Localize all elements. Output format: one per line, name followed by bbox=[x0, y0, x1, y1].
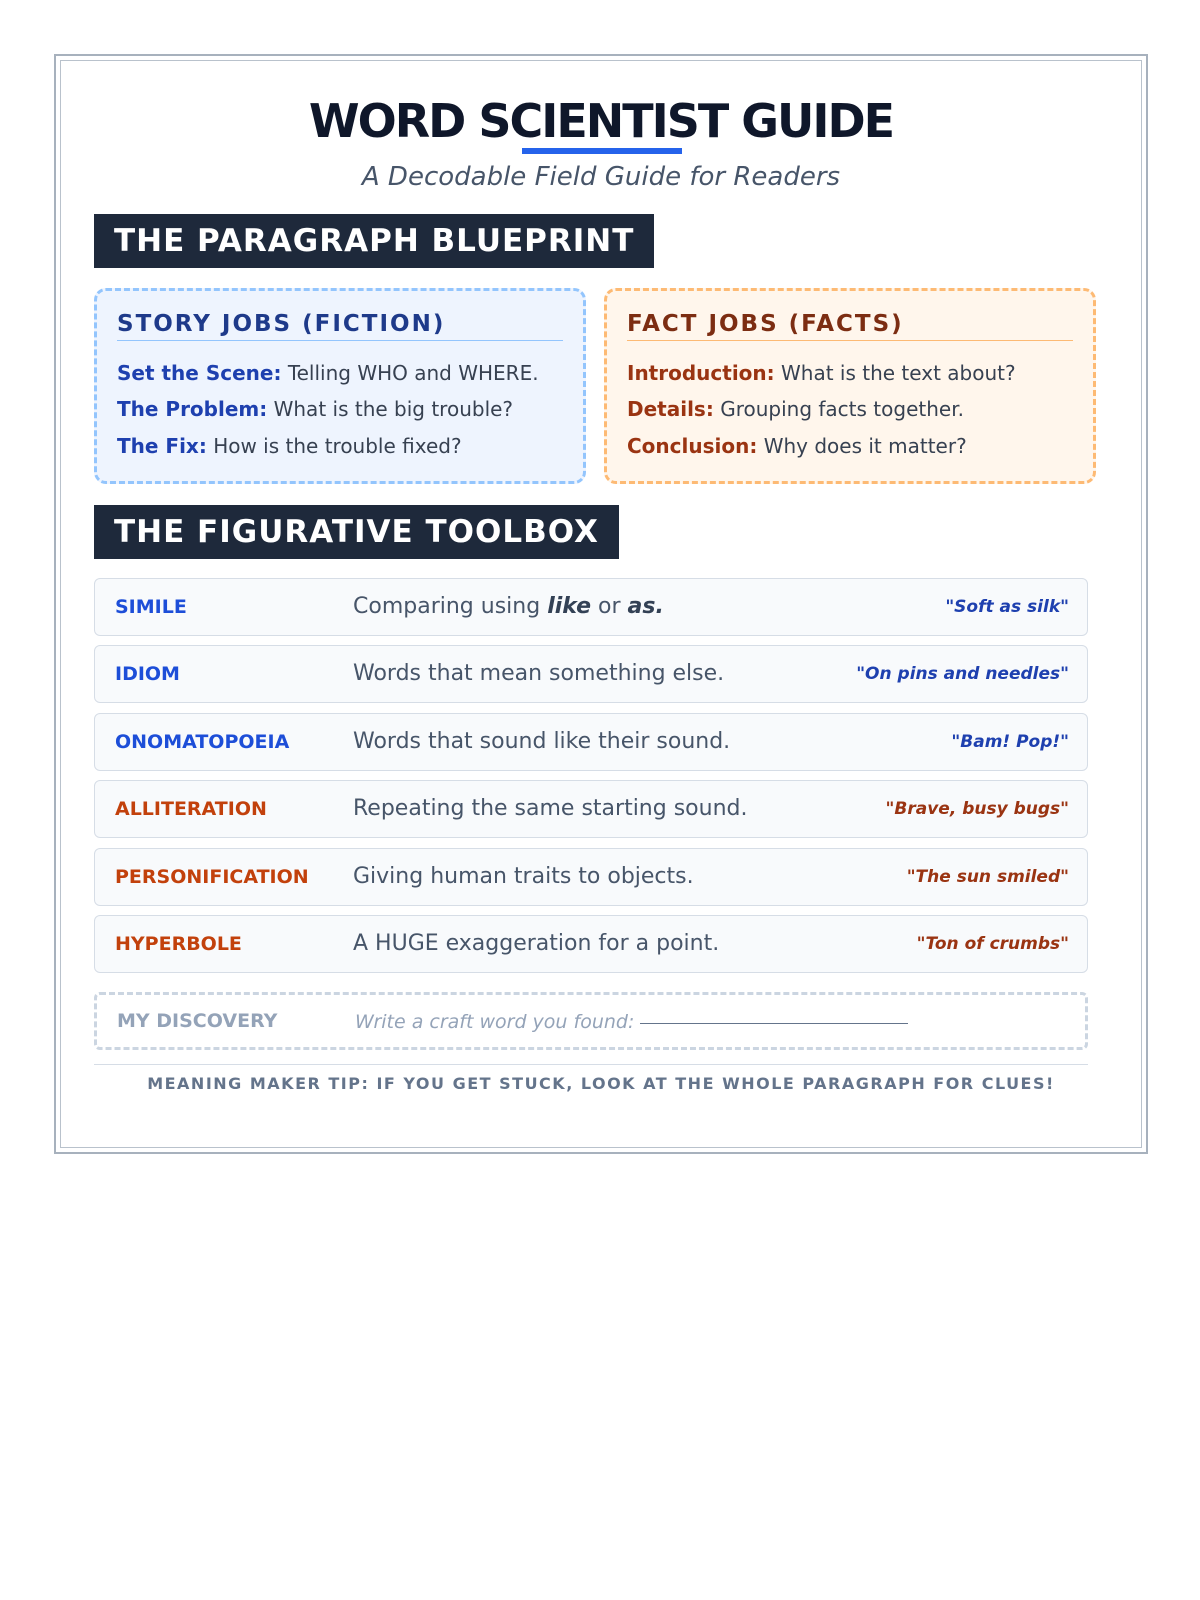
toolbox-term: ALLITERATION bbox=[115, 798, 267, 820]
toolbox-term: PERSONIFICATION bbox=[115, 866, 309, 888]
fact-jobs-title: FACT JOBS (FACTS) bbox=[627, 311, 1073, 341]
toolbox-row-onomatopoeia bbox=[94, 713, 1088, 771]
fact-jobs-card bbox=[604, 288, 1096, 484]
toolbox-term: ONOMATOPOEIA bbox=[115, 731, 290, 753]
story-job-text: What is the big trouble? bbox=[273, 397, 514, 421]
fact-job-text: Grouping facts together. bbox=[720, 397, 964, 421]
discovery-label: MY DISCOVERY bbox=[117, 1010, 278, 1032]
toolbox-example: "Ton of crumbs" bbox=[916, 934, 1069, 954]
fact-job-label: Conclusion: bbox=[627, 434, 758, 458]
toolbox-example: "Soft as silk" bbox=[945, 597, 1069, 617]
toolbox-example: "Brave, busy bugs" bbox=[885, 799, 1069, 819]
story-job-item bbox=[117, 434, 462, 458]
fact-job-text: What is the text about? bbox=[781, 361, 1016, 385]
toolbox-term: HYPERBOLE bbox=[115, 933, 242, 955]
toolbox-example: "Bam! Pop!" bbox=[951, 732, 1069, 752]
toolbox-row-idiom bbox=[94, 645, 1088, 703]
story-job-text: How is the trouble fixed? bbox=[213, 434, 462, 458]
fact-job-item bbox=[627, 361, 1016, 385]
story-job-text: Telling WHO and WHERE. bbox=[287, 361, 539, 385]
fact-job-item bbox=[627, 434, 967, 458]
story-job-label: The Problem: bbox=[117, 397, 268, 421]
toolbox-example: "On pins and needles" bbox=[856, 664, 1069, 684]
footer-divider bbox=[94, 1064, 1088, 1065]
title-underline bbox=[522, 148, 682, 154]
meaning-maker-tip: MEANING MAKER TIP: IF YOU GET STUCK, LOOK AT THE WHOLE PARAGRAPH FOR CLUES! bbox=[147, 1074, 1055, 1093]
story-jobs-card bbox=[94, 288, 586, 484]
discovery-prompt: Write a craft word you found: bbox=[355, 995, 908, 1049]
toolbox-definition: Words that sound like their sound. bbox=[353, 729, 731, 754]
page-title: WORD SCIENTIST GUIDE bbox=[308, 94, 894, 148]
story-job-label: Set the Scene: bbox=[117, 361, 282, 385]
page-subtitle: A Decodable Field Guide for Readers bbox=[361, 162, 841, 192]
fact-job-label: Introduction: bbox=[627, 361, 775, 385]
my-discovery-row bbox=[94, 992, 1088, 1050]
toolbox-term: SIMILE bbox=[115, 596, 187, 618]
story-job-item bbox=[117, 397, 513, 421]
toolbox-row-personification bbox=[94, 848, 1088, 906]
toolbox-row-hyperbole bbox=[94, 915, 1088, 973]
toolbox-heading: THE FIGURATIVE TOOLBOX bbox=[94, 505, 619, 559]
toolbox-definition: Giving human traits to objects. bbox=[353, 864, 694, 889]
toolbox-definition: Comparing using like or as. bbox=[353, 594, 664, 619]
guide-sheet bbox=[54, 54, 1148, 1154]
toolbox-row-alliteration bbox=[94, 780, 1088, 838]
discovery-write-line bbox=[640, 1023, 908, 1024]
fact-job-label: Details: bbox=[627, 397, 714, 421]
story-job-item bbox=[117, 361, 539, 385]
toolbox-example: "The sun smiled" bbox=[906, 867, 1069, 887]
toolbox-row-simile bbox=[94, 578, 1088, 636]
blueprint-heading: THE PARAGRAPH BLUEPRINT bbox=[94, 214, 654, 268]
story-job-label: The Fix: bbox=[117, 434, 207, 458]
toolbox-definition: Words that mean something else. bbox=[353, 661, 725, 686]
fact-job-item bbox=[627, 397, 964, 421]
toolbox-definition: A HUGE exaggeration for a point. bbox=[353, 931, 720, 956]
story-jobs-title: STORY JOBS (FICTION) bbox=[117, 311, 563, 341]
toolbox-definition: Repeating the same starting sound. bbox=[353, 796, 748, 821]
fact-job-text: Why does it matter? bbox=[763, 434, 967, 458]
toolbox-term: IDIOM bbox=[115, 663, 180, 685]
